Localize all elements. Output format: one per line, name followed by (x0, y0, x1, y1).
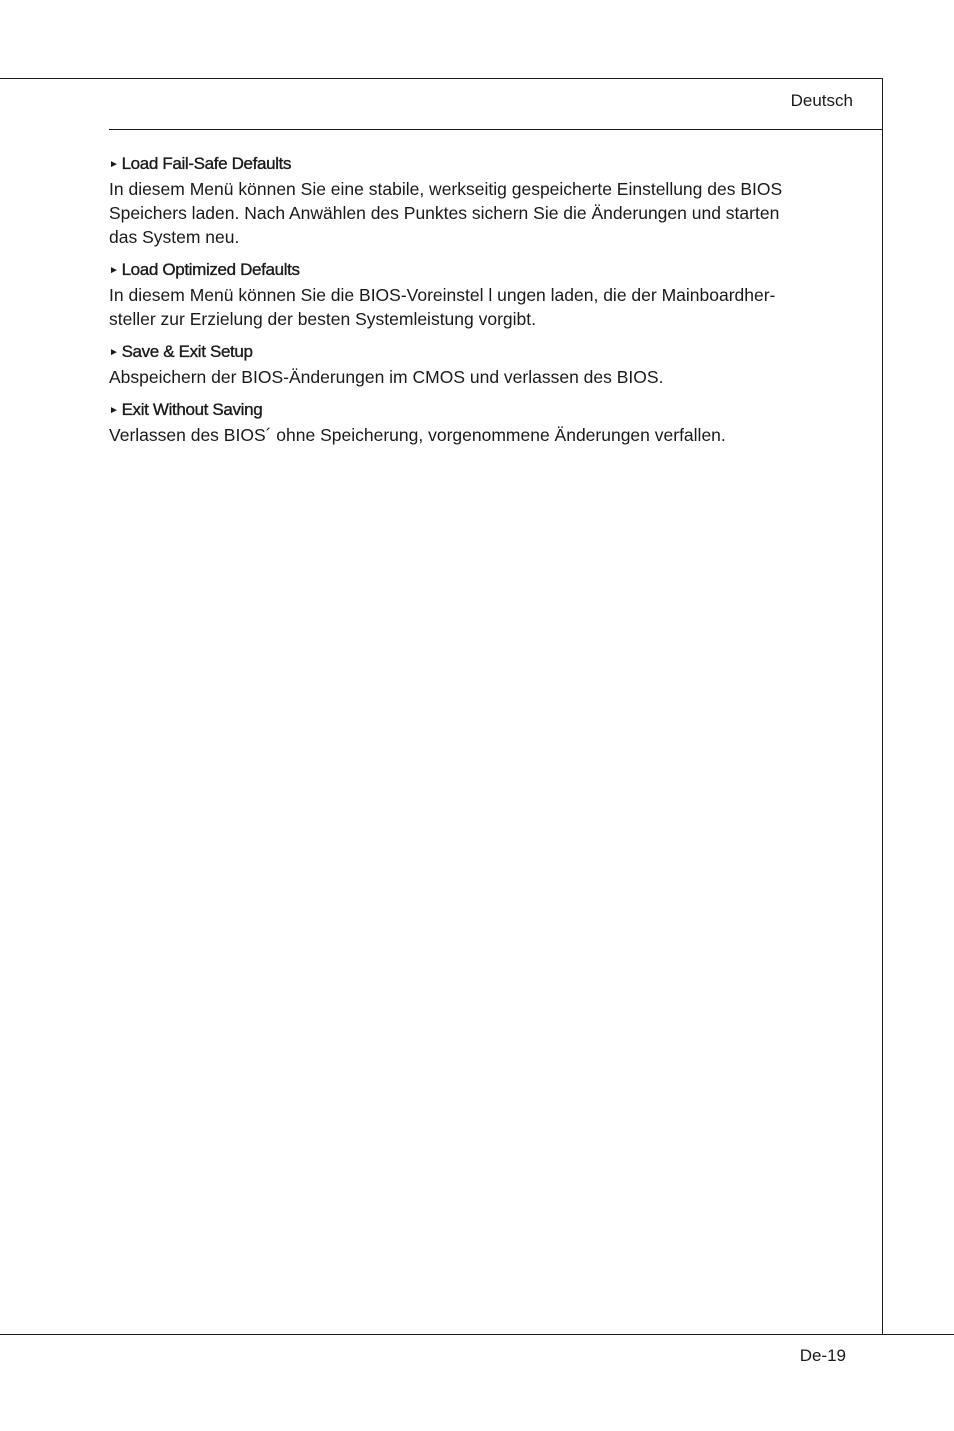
section-description (109, 177, 854, 249)
section-title (109, 341, 854, 362)
section-title-text: Exit Without Saving (121, 400, 263, 419)
triangle-right-icon: ► (109, 347, 119, 358)
section-load-fail-safe-defaults (109, 153, 854, 249)
section-description (109, 283, 854, 331)
triangle-right-icon: ► (109, 159, 119, 170)
header-divider (109, 129, 883, 130)
top-border-line (0, 78, 883, 79)
section-title (109, 399, 854, 420)
description-line: Speichers laden. Nach Anwählen des Punktes sichern Sie die Änderungen und starten (109, 203, 780, 223)
section-title-text: Save & Exit Setup (121, 342, 253, 361)
page-content (109, 153, 854, 457)
section-description (109, 423, 854, 447)
description-line: In diesem Menü können Sie die BIOS-Voreinstel l ungen laden, die der Mainboardher- (109, 285, 776, 305)
triangle-right-icon: ► (109, 265, 119, 276)
section-exit-without-saving (109, 399, 854, 447)
section-load-optimized-defaults (109, 259, 854, 331)
description-line: Abspeichern der BIOS-Änderungen im CMOS und verlassen des BIOS. (109, 367, 664, 387)
triangle-right-icon: ► (109, 405, 119, 416)
language-label: Deutsch (790, 91, 853, 110)
section-title-text: Load Optimized Defaults (121, 260, 300, 279)
section-title (109, 259, 854, 280)
description-line: steller zur Erzielung der besten Systemleistung vorgibt. (109, 309, 537, 329)
bottom-border-line (0, 1334, 954, 1335)
section-title (109, 153, 854, 174)
section-save-exit-setup (109, 341, 854, 389)
description-line: das System neu. (109, 227, 240, 247)
right-border-line (882, 78, 883, 1335)
description-line: Verlassen des BIOS´ ohne Speicherung, vorgenommene Änderungen verfallen. (109, 425, 726, 445)
description-line: In diesem Menü können Sie eine stabile, werkseitig gespeicherte Einstellung des BIOS (109, 179, 783, 199)
page-number: De-19 (799, 1346, 846, 1365)
section-title-text: Load Fail-Safe Defaults (121, 154, 292, 173)
section-description (109, 365, 854, 389)
